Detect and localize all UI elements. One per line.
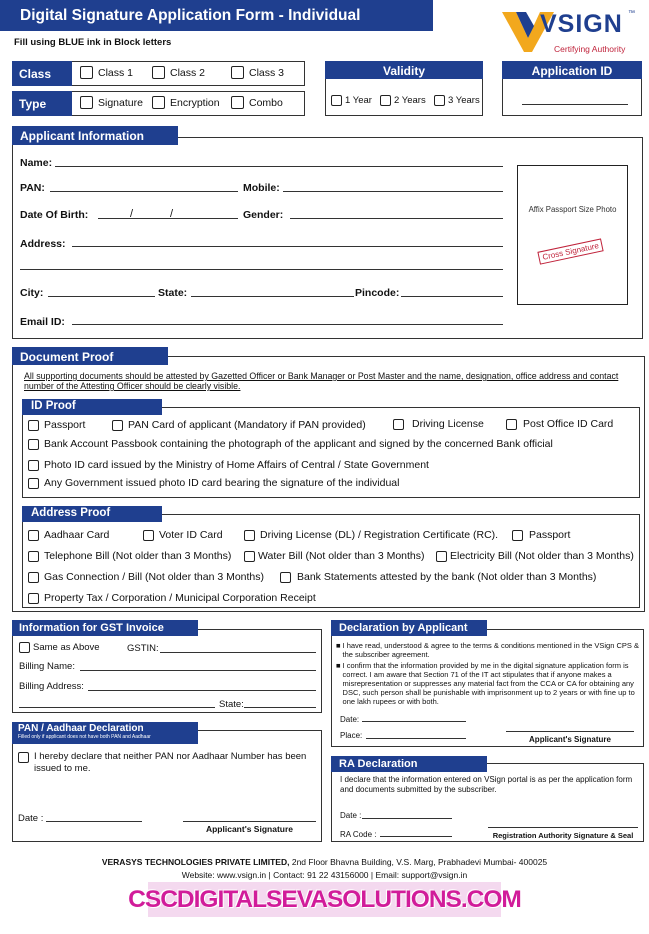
gstin-field[interactable] <box>160 652 316 653</box>
addr-property-tax-option[interactable]: Property Tax / Corporation / Municipal Corporation Receipt <box>28 592 316 604</box>
mobile-field[interactable] <box>283 191 503 192</box>
pan-aadhaar-date-label: Date : <box>18 813 44 824</box>
pan-aadhaar-heading: PAN / Aadhaar Declaration <box>18 723 144 734</box>
id-driving-license-checkbox[interactable] <box>393 419 404 430</box>
footer-watermark: CSCDIGITALSEVASOLUTIONS.COM <box>128 885 521 913</box>
gst-state-field[interactable] <box>244 707 316 708</box>
vsign-logo <box>500 6 640 56</box>
bullet-icon: ■ <box>336 641 341 650</box>
document-proof-note: All supporting documents should be attested by Gazetted Officer or Bank Manager or Post Master and the name, designation, office address and contact number of the Attesting Officer should be clearly visible. <box>24 371 619 391</box>
gst-state-label: State: <box>219 699 244 710</box>
validity-label: Validity <box>325 61 483 79</box>
ra-date-label: Date : <box>340 811 362 820</box>
id-bank-passbook-option[interactable]: Bank Account Passbook containing the photograph of the applicant and signed by the concerned Bank official <box>28 438 553 450</box>
class-3-option[interactable]: Class 3 <box>231 66 284 79</box>
addr-gas-checkbox[interactable] <box>28 572 39 583</box>
declaration-date-field[interactable] <box>362 721 466 722</box>
type-encryption-option[interactable]: Encryption <box>152 96 220 109</box>
declaration-place-field[interactable] <box>366 738 466 739</box>
addr-electricity-option[interactable]: Electricity Bill (Not older than 3 Months) <box>436 550 634 562</box>
declaration-bullet-1: ■ I have read, understood & agree to the terms & conditions mentioned in the VSign CPS & the subscriber agreement. <box>336 641 639 659</box>
declaration-heading: Declaration by Applicant <box>331 620 487 636</box>
logo-brand: VSIGN <box>540 10 623 38</box>
class-2-option[interactable]: Class 2 <box>152 66 205 79</box>
gender-field[interactable] <box>290 218 503 219</box>
addr-driving-license-checkbox[interactable] <box>244 530 255 541</box>
footer-address <box>0 857 649 867</box>
class-1-option[interactable]: Class 1 <box>80 66 133 79</box>
form-title: Digital Signature Application Form - Individual <box>20 7 361 24</box>
addr-gas-option[interactable]: Gas Connection / Bill (Not older than 3 Months) <box>28 571 264 583</box>
class-3-checkbox[interactable] <box>231 66 244 79</box>
addr-electricity-checkbox[interactable] <box>436 551 447 562</box>
gst-same-as-above-option[interactable]: Same as Above <box>19 642 100 653</box>
city-field[interactable] <box>48 296 155 297</box>
id-mha-card-checkbox[interactable] <box>28 460 39 471</box>
footer-street: 2nd Floor Bhavna Building, V.S. Marg, Prabhadevi Mumbai- 400025 <box>289 857 548 867</box>
addr-bank-statement-option[interactable]: Bank Statements attested by the bank (Not older than 3 Months) <box>280 571 596 583</box>
id-proof-heading: ID Proof <box>22 399 162 415</box>
applicant-heading: Applicant Information <box>12 126 178 145</box>
fill-instruction: Fill using BLUE ink in Block letters <box>14 37 172 48</box>
validity-1-year[interactable]: 1 Year <box>331 95 372 106</box>
id-pan-checkbox[interactable] <box>112 420 123 431</box>
pan-aadhaar-declare-option[interactable]: I hereby declare that neither PAN nor Aadhaar Number has been issued to me. <box>18 751 318 775</box>
id-pan-option[interactable]: PAN Card of applicant (Mandatory if PAN provided) <box>112 419 366 431</box>
photo-box[interactable] <box>517 165 628 305</box>
mobile-label: Mobile: <box>243 182 280 194</box>
pan-aadhaar-checkbox[interactable] <box>18 752 29 763</box>
addr-aadhaar-option[interactable]: Aadhaar Card <box>28 529 109 541</box>
type-signature-option[interactable]: Signature <box>80 96 143 109</box>
addr-voter-id-option[interactable]: Voter ID Card <box>143 529 223 541</box>
id-govt-card-checkbox[interactable] <box>28 478 39 489</box>
photo-box-label: Affix Passport Size Photo <box>528 205 617 214</box>
address-field-2[interactable] <box>20 269 503 270</box>
type-combo-option[interactable]: Combo <box>231 96 283 109</box>
class-2-checkbox[interactable] <box>152 66 165 79</box>
addr-passport-option[interactable]: Passport <box>512 529 570 541</box>
id-passport-option[interactable]: Passport <box>28 419 85 431</box>
address-field-1[interactable] <box>72 246 503 247</box>
name-label: Name: <box>20 157 53 169</box>
email-label: Email ID: <box>20 316 65 328</box>
addr-aadhaar-checkbox[interactable] <box>28 530 39 541</box>
addr-driving-license-option[interactable]: Driving License (DL) / Registration Certificate (RC). <box>244 529 498 541</box>
declaration-date-label: Date: <box>340 715 360 724</box>
state-label: State: <box>158 287 188 299</box>
dob-field[interactable] <box>98 218 238 219</box>
type-signature-checkbox[interactable] <box>80 96 93 109</box>
logo-tagline: Certifying Authority <box>554 44 626 54</box>
state-field[interactable] <box>191 296 354 297</box>
city-label: City: <box>20 287 44 299</box>
bullet-icon: ■ <box>336 661 341 670</box>
ra-signature-line[interactable] <box>488 827 638 828</box>
id-driving-license-option[interactable]: Driving License <box>393 418 484 430</box>
validity-2-years[interactable]: 2 Years <box>380 95 426 106</box>
pan-aadhaar-date-field[interactable] <box>46 821 142 822</box>
name-field[interactable] <box>55 166 503 167</box>
pan-aadhaar-heading-bar <box>12 722 198 744</box>
dob-separator-1: / <box>130 208 134 220</box>
form-title-bar <box>0 0 433 31</box>
declaration-place-label: Place: <box>340 731 363 740</box>
footer-watermark-banner <box>128 882 521 917</box>
ra-code-field[interactable] <box>380 836 452 837</box>
validity-1-year-checkbox[interactable] <box>331 95 342 106</box>
pan-aadhaar-signature-line[interactable] <box>183 821 316 822</box>
id-bank-passbook-checkbox[interactable] <box>28 439 39 450</box>
pan-field[interactable] <box>50 191 238 192</box>
addr-water-option[interactable]: Water Bill (Not older than 3 Months) <box>244 550 425 562</box>
id-passport-checkbox[interactable] <box>28 420 39 431</box>
billing-address-field[interactable] <box>88 690 316 691</box>
billing-name-field[interactable] <box>80 670 316 671</box>
billing-name-label: Billing Name: <box>19 661 75 672</box>
addr-telephone-checkbox[interactable] <box>28 551 39 562</box>
application-id-label: Application ID <box>502 61 642 79</box>
gender-label: Gender: <box>243 209 284 221</box>
footer-company: VERASYS TECHNOLOGIES PRIVATE LIMITED, <box>101 857 290 867</box>
dob-separator-2: / <box>170 208 174 220</box>
validity-3-years-checkbox[interactable] <box>434 95 445 106</box>
gstin-label: GSTIN: <box>127 643 159 654</box>
cross-signature-stamp: Cross Signature <box>537 238 604 264</box>
ra-signature-label: Registration Authority Signature & Seal <box>492 831 634 840</box>
declaration-signature-label: Applicant's Signature <box>529 735 611 744</box>
pan-aadhaar-subheading: Filled only if applicant does not have both PAN and Aadhaar <box>18 734 151 740</box>
dob-label: Date Of Birth: <box>20 209 89 221</box>
id-govt-card-option[interactable]: Any Government issued photo ID card bearing the signature of the individual <box>28 477 399 489</box>
billing-address-label: Billing Address: <box>19 681 84 692</box>
email-field[interactable] <box>72 324 503 325</box>
footer-contact: Website: www.vsign.in | Contact: 91 22 43156000 | Email: support@vsign.in <box>181 870 468 880</box>
ra-date-field[interactable] <box>362 818 452 819</box>
addr-property-tax-checkbox[interactable] <box>28 593 39 604</box>
id-mha-card-option[interactable]: Photo ID card issued by the Ministry of Home Affairs of Central / State Government <box>28 459 429 471</box>
type-combo-checkbox[interactable] <box>231 96 244 109</box>
gst-heading: Information for GST Invoice <box>12 620 198 636</box>
billing-address-field-2[interactable] <box>19 707 215 708</box>
ra-text: I declare that the information entered on VSign portal is as per the application form and documents submitted by the subscriber. <box>340 775 633 794</box>
declaration-signature-line[interactable] <box>506 731 634 732</box>
declaration-bullet-2: ■ I confirm that the information provided by me in the digital signature application form is correct. I am aware that Section 71 of the IT act stipulates that if anyone makes a misrepresentation or suppresses any material fact from the CCA or CA for obtaining any DSC, such person shall be punishable with imprisonment up to 2 years or with fine up to one lakh rupees or with both. <box>336 661 635 706</box>
pan-label: PAN: <box>20 182 45 194</box>
pan-aadhaar-signature-label: Applicant's Signature <box>205 824 294 834</box>
class-1-checkbox[interactable] <box>80 66 93 79</box>
type-label: Type <box>12 91 72 116</box>
addr-water-checkbox[interactable] <box>244 551 255 562</box>
address-proof-heading: Address Proof <box>22 506 162 522</box>
pincode-field[interactable] <box>401 296 503 297</box>
type-encryption-checkbox[interactable] <box>152 96 165 109</box>
pincode-label: Pincode: <box>355 287 400 299</box>
document-proof-heading: Document Proof <box>12 347 168 365</box>
addr-bank-statement-checkbox[interactable] <box>280 572 291 583</box>
gst-same-as-above-checkbox[interactable] <box>19 642 30 653</box>
addr-voter-id-checkbox[interactable] <box>143 530 154 541</box>
ra-code-label: RA Code : <box>340 830 377 839</box>
id-post-office-checkbox[interactable] <box>506 419 517 430</box>
addr-telephone-option[interactable]: Telephone Bill (Not older than 3 Months) <box>28 550 231 562</box>
class-label: Class <box>12 61 72 86</box>
address-label: Address: <box>20 238 66 250</box>
validity-2-years-checkbox[interactable] <box>380 95 391 106</box>
ra-heading: RA Declaration <box>331 756 487 772</box>
application-id-field[interactable] <box>522 104 628 105</box>
id-post-office-option[interactable]: Post Office ID Card <box>506 418 613 430</box>
logo-tm: ™ <box>628 10 635 17</box>
addr-passport-checkbox[interactable] <box>512 530 523 541</box>
validity-3-years[interactable]: 3 Years <box>434 95 480 106</box>
